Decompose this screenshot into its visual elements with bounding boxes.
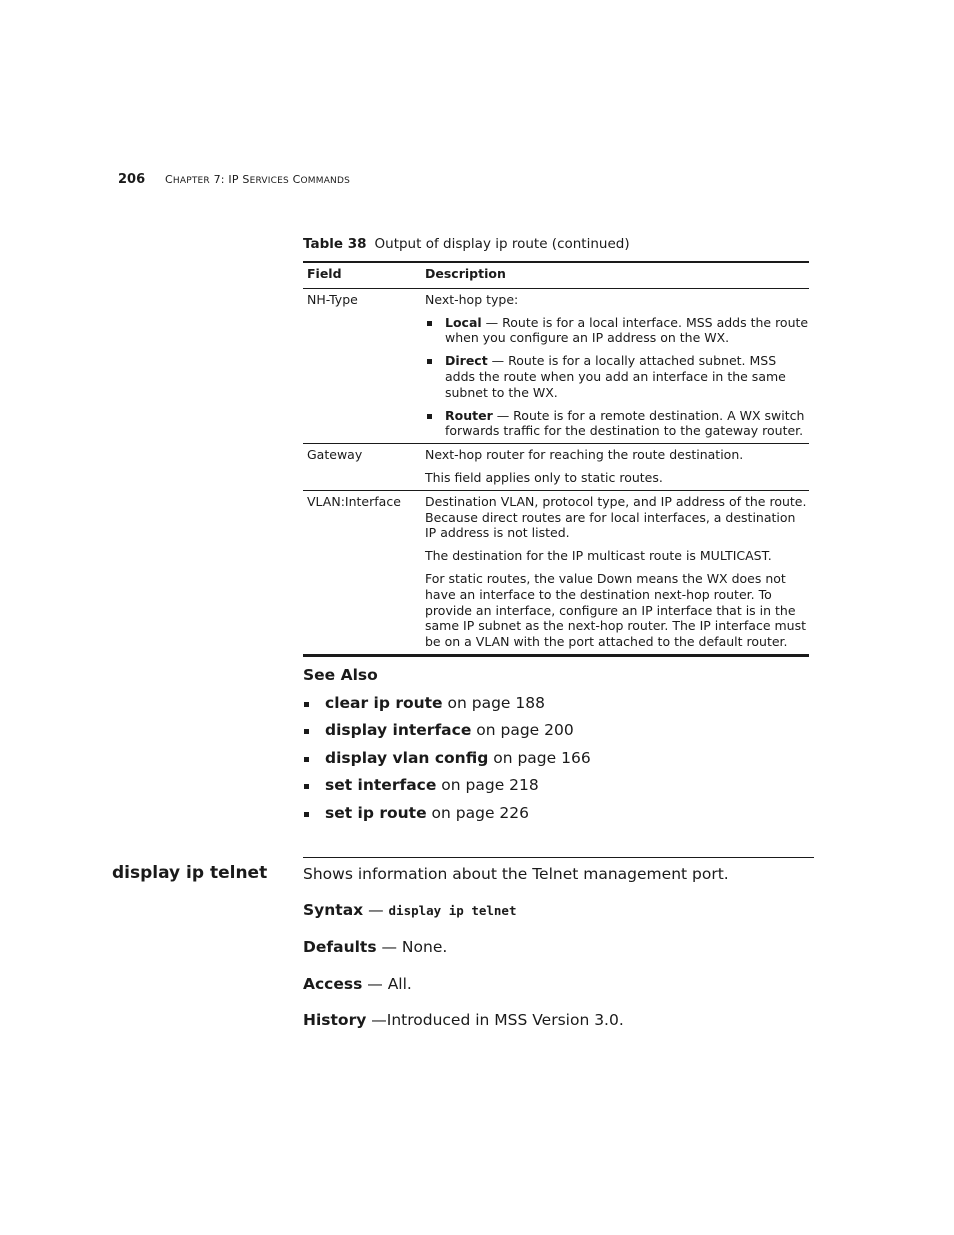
bullet-text: — Route is for a locally attached subnet. MSS adds the route when you add an interface in the same subnet to the WX. [445, 353, 786, 400]
chapter-header-c: C [165, 173, 173, 186]
table-row [303, 289, 809, 444]
syntax-command: display ip telnet [388, 903, 517, 918]
see-also-page: on page 188 [442, 694, 545, 712]
see-also-page: on page 226 [426, 803, 529, 822]
table-bottom-rule [303, 654, 809, 657]
history-label: History [303, 1011, 367, 1029]
table-caption-text: Output of display ip route (continued) [374, 236, 630, 252]
see-also-link[interactable] [303, 747, 591, 774]
defaults-value: — None. [376, 938, 448, 956]
list-item [425, 353, 809, 400]
defaults-label: Defaults [303, 938, 377, 956]
description-gateway [425, 447, 809, 486]
table-caption [303, 236, 630, 252]
section-description: Shows information about the Telnet management port. [303, 865, 729, 883]
column-header-field: Field [307, 266, 342, 281]
description-vlan-interface [425, 494, 809, 650]
see-also-link[interactable] [303, 802, 591, 829]
description-paragraph: The destination for the IP multicast route is MULTICAST. [425, 548, 772, 564]
chapter-header-rest-3: OMMANDS [300, 176, 351, 186]
bullet-text: — Route is for a local interface. MSS adds the route when you configure an IP address on the WX. [445, 314, 809, 346]
see-also-page: on page 200 [471, 721, 574, 740]
list-item [425, 315, 809, 347]
section-title: display ip telnet [112, 863, 268, 883]
access-value: — All. [362, 975, 412, 993]
see-also-list [303, 692, 591, 829]
chapter-header [165, 173, 350, 186]
chapter-header-rest-2: ERVICES [249, 176, 289, 186]
description-paragraph: Destination VLAN, protocol type, and IP address of the route. Because direct routes are for local interfaces, a destination IP address is not listed. [425, 493, 807, 541]
access-line [303, 975, 412, 993]
output-table [303, 261, 809, 657]
description-paragraph: This field applies only to static routes. [425, 469, 663, 485]
table-row [303, 444, 809, 491]
history-value: —Introduced in MSS Version 3.0. [366, 1011, 624, 1029]
see-also-command: display vlan config [325, 748, 489, 767]
bullet-term: Local [445, 314, 482, 330]
bullet-term: Direct [445, 353, 488, 369]
see-also-command: display interface [325, 721, 472, 740]
see-also-link[interactable] [303, 692, 591, 719]
bullet-text: — Route is for a remote destination. A WX switch forwards traffic for the destination to the gateway router. [445, 407, 805, 439]
see-also-command: set ip route [325, 803, 427, 822]
syntax-separator: — [363, 901, 389, 919]
field-gateway: Gateway [307, 447, 363, 463]
chapter-header-rest-1: HAPTER [172, 176, 210, 186]
section-divider [303, 857, 814, 858]
see-also-link[interactable] [303, 774, 591, 801]
field-nh-type: NH-Type [307, 291, 358, 307]
table-caption-label: Table 38 [303, 236, 367, 252]
nh-type-bullet-list [425, 315, 809, 440]
history-line [303, 1011, 624, 1029]
description-paragraph: For static routes, the value Down means the WX does not have an interface to the destination next-hop router. To provide an interface, configure an IP interface that is in the same IP subnet as the next-hop router. The IP interface must be on a VLAN with the port attached to the default router. [425, 570, 806, 650]
defaults-line [303, 938, 447, 956]
see-also-command: set interface [325, 776, 437, 795]
see-also-link[interactable] [303, 719, 591, 746]
description-paragraph: Next-hop router for reaching the route destination. [425, 447, 744, 463]
see-also-heading: See Also [303, 666, 378, 684]
table-header-row [303, 263, 809, 289]
chapter-header-mid: 7: IP [209, 173, 243, 186]
chapter-header-s: S [242, 173, 250, 186]
syntax-line [303, 901, 516, 919]
see-also-page: on page 218 [436, 776, 539, 795]
list-item [425, 408, 809, 440]
table-row [303, 491, 809, 654]
see-also-command: clear ip route [325, 694, 443, 712]
page-number: 206 [118, 172, 146, 187]
access-label: Access [303, 975, 363, 993]
bullet-term: Router [445, 407, 493, 423]
description-nh-type [425, 292, 809, 439]
see-also-page: on page 166 [488, 748, 591, 767]
field-vlan-interface: VLAN:Interface [307, 493, 401, 509]
column-header-description: Description [425, 266, 506, 281]
syntax-label: Syntax [303, 901, 364, 919]
chapter-header-c2: C [288, 173, 301, 186]
description-intro: Next-hop type: [425, 291, 519, 307]
